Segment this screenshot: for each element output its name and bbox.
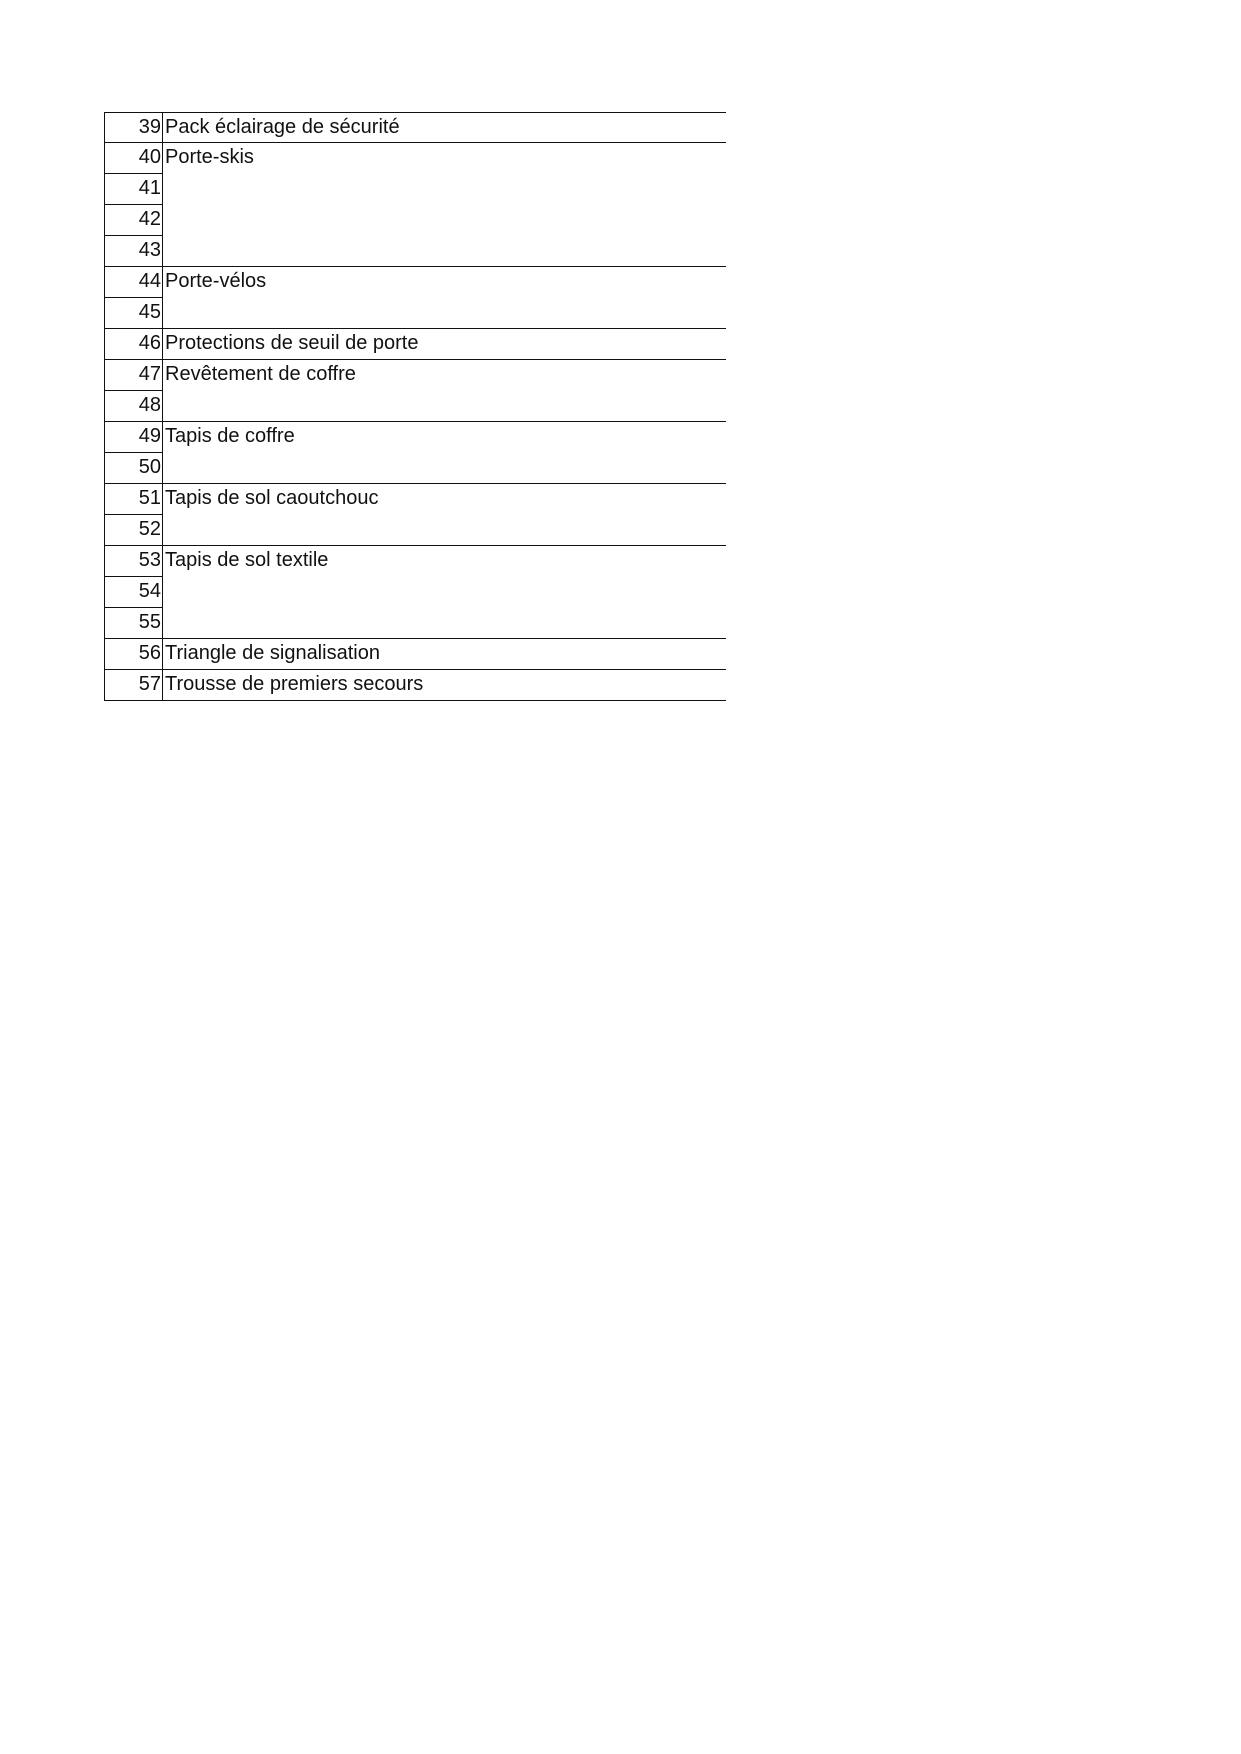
accessory-table — [104, 112, 726, 701]
row-label — [163, 453, 726, 484]
table-row — [104, 670, 726, 701]
row-label: Porte-skis — [165, 146, 254, 168]
row-label — [163, 391, 726, 422]
row-number: 43 — [104, 236, 163, 267]
row-label: Protections de seuil de porte — [163, 329, 726, 360]
table-row — [104, 484, 726, 515]
row-label: Tapis de sol caoutchouc — [165, 487, 379, 509]
row-number: 47 — [104, 360, 163, 391]
table-row — [104, 360, 726, 391]
table-row — [104, 608, 726, 639]
row-label: Triangle de signalisation — [163, 639, 726, 670]
row-label — [163, 298, 726, 329]
row-label — [163, 174, 726, 205]
table-row — [104, 577, 726, 608]
table-row — [104, 236, 726, 267]
row-number: 42 — [104, 205, 163, 236]
table-row — [104, 174, 726, 205]
row-label — [163, 205, 726, 236]
table-row — [104, 143, 726, 174]
row-label: Tapis de sol textile — [165, 549, 329, 571]
table-row — [104, 639, 726, 670]
row-number: 49 — [104, 422, 163, 453]
row-label — [163, 515, 726, 546]
table-row — [104, 546, 726, 577]
row-number: 54 — [104, 577, 163, 608]
table-row — [104, 453, 726, 484]
row-number: 52 — [104, 515, 163, 546]
table-row — [104, 329, 726, 360]
row-number: 45 — [104, 298, 163, 329]
row-label: Trousse de premiers secours — [163, 670, 726, 701]
row-number: 48 — [104, 391, 163, 422]
row-label: Pack éclairage de sécurité — [163, 112, 726, 143]
row-number: 51 — [104, 484, 163, 515]
row-label — [163, 236, 726, 267]
row-number: 39 — [104, 112, 163, 143]
row-number: 53 — [104, 546, 163, 577]
row-label: Tapis de coffre — [165, 425, 295, 447]
table-row — [104, 422, 726, 453]
row-number: 55 — [104, 608, 163, 639]
row-number: 56 — [104, 639, 163, 670]
row-number: 46 — [104, 329, 163, 360]
table-row — [104, 515, 726, 546]
table-row — [104, 112, 726, 143]
row-number: 57 — [104, 670, 163, 701]
row-number: 41 — [104, 174, 163, 205]
row-label: Porte-vélos — [165, 270, 267, 292]
row-label: Revêtement de coffre — [165, 363, 356, 385]
table-row — [104, 391, 726, 422]
row-number: 44 — [104, 267, 163, 298]
table-row — [104, 205, 726, 236]
row-number: 40 — [104, 143, 163, 174]
table-row — [104, 298, 726, 329]
table-row — [104, 267, 726, 298]
row-label — [163, 608, 726, 639]
row-number: 50 — [104, 453, 163, 484]
row-label — [163, 577, 726, 608]
